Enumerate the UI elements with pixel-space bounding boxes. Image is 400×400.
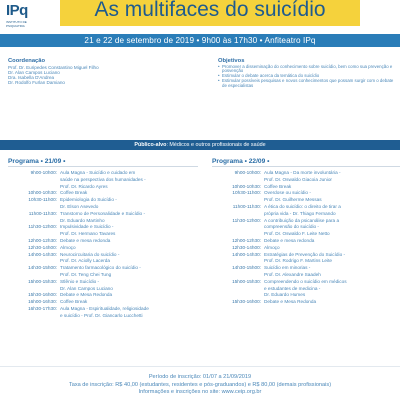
- schedule-time: [212, 231, 264, 238]
- schedule-time: [8, 286, 60, 293]
- schedule-time: [212, 292, 264, 299]
- schedule-row: [8, 231, 198, 238]
- schedule-description: Dr. Eduardo Humes: [264, 292, 306, 298]
- schedule-row: [8, 170, 198, 177]
- footer: [0, 366, 400, 400]
- schedule-row: [8, 238, 198, 245]
- schedule-row: [8, 197, 198, 204]
- schedule-row: [8, 218, 198, 225]
- schedule-time: 15h00-15h30:: [28, 278, 57, 284]
- schedule-description: Prof. Dr. Ricardo Ayres: [60, 183, 108, 189]
- target-audience-text: : Médicos e outros profissionais de saúde: [166, 142, 266, 148]
- schedule-time: 11h00-11h30:: [232, 203, 261, 209]
- schedule-description: Prof. Dr. Teng Chei Tung: [60, 271, 112, 277]
- objective-item: • Estimular o debate acerca da temática do suicídio: [218, 74, 394, 79]
- schedule-description: Aula Magna - Espiritualidade, religiosidade: [60, 305, 149, 311]
- schedule-list: [212, 170, 400, 306]
- schedule-row: [212, 204, 400, 211]
- schedule-time: 12h30-14h00:: [28, 244, 57, 250]
- schedule-description: A ética do suicídio: o direito de tirar a: [264, 203, 341, 209]
- schedule-row: [8, 265, 198, 272]
- schedule-row: [212, 238, 400, 245]
- schedule-list: [8, 170, 198, 320]
- schedule-description: Suicídio em minorias -: [264, 265, 311, 271]
- schedule-description: e estudantes de medicina -: [264, 285, 321, 291]
- schedule-description: Neurocircuitaria do suicídio -: [60, 251, 120, 257]
- schedule-description: saúde na perspectiva dos humanidades -: [60, 176, 146, 182]
- schedule-row: [212, 197, 400, 204]
- schedule-time: 11h30-12h00:: [232, 217, 261, 223]
- schedule-description: Prof. Dr. Oswaldo Giacoia Junior: [264, 176, 332, 182]
- title-banner: [60, 0, 360, 26]
- schedule-description: compreensão do suicídio -: [264, 224, 319, 230]
- schedule-time: [212, 272, 264, 279]
- schedule-row: [212, 218, 400, 225]
- coordinator-name: Dra. Isabella D'Andrea: [8, 74, 55, 80]
- schedule-time: [212, 211, 264, 218]
- schedule-row: [212, 286, 400, 293]
- schedule-row: [212, 252, 400, 259]
- info-section: [0, 54, 400, 138]
- date-bar: 21 e 22 de setembro de 2019 • 9h00 às 17h30 • Anfiteatro IPq: [0, 34, 400, 47]
- coordinator-name: Dr. Alan Campos Luciano: [8, 69, 60, 75]
- schedule-time: 15h30-16h00:: [232, 299, 261, 305]
- schedule-description: Compreendendo o suicídio em médicos: [264, 278, 347, 284]
- schedule-row: [212, 231, 400, 238]
- schedule-time: 16h30-17h30:: [28, 305, 57, 311]
- objective-item: • Promover a disseminação do conhecimento sobre suicídio, bem como sua prevenção e posvenção: [218, 65, 394, 75]
- schedule-row: [8, 211, 198, 218]
- coordination-block: [8, 58, 188, 85]
- schedule-description: Tratamento farmacológico do suicídio -: [60, 265, 141, 271]
- coordinator-name: Dr. Rodolfo Furlan Damiano: [8, 80, 65, 86]
- schedule-time: 11h00-11h30:: [28, 210, 57, 216]
- schedule-time: 10h30-11h00:: [232, 190, 261, 196]
- program-heading: Programa • 21/09 •: [8, 158, 198, 167]
- schedule-row: [212, 299, 400, 306]
- target-audience-label: Público-alvo: [134, 142, 167, 148]
- schedule-description: Debate e Mesa Redonda: [264, 299, 317, 305]
- schedule-description: Debate e mesa redonda: [60, 237, 111, 243]
- schedule-description: Overdose ou suicídio -: [264, 190, 311, 196]
- schedule-row: [8, 306, 198, 313]
- schedule-row: [212, 224, 400, 231]
- schedule-row: [8, 292, 198, 299]
- schedule-description: Dr. Eduardo Martinho: [60, 217, 105, 223]
- schedule-time: [212, 286, 264, 293]
- schedule-row: [212, 190, 400, 197]
- schedule-time: [212, 197, 264, 204]
- schedule-row: [212, 265, 400, 272]
- schedule-row: [8, 299, 198, 306]
- schedule-description: Debate e Mesa Redonda: [60, 292, 113, 298]
- schedule-time: [8, 204, 60, 211]
- coordination-heading: Coordenação: [8, 58, 46, 64]
- schedule-row: [212, 258, 400, 265]
- schedule-row: [212, 279, 400, 286]
- objectives-list: [218, 65, 394, 89]
- schedule-description: Prof. Dr. Hermano Tavares: [60, 231, 116, 237]
- schedule-time: 10h30-11h00:: [28, 197, 57, 203]
- schedule-time: [212, 224, 264, 231]
- schedule-row: [212, 184, 400, 191]
- schedule-time: 15h30-16h00:: [28, 292, 57, 298]
- schedule-time: 14h00-14h30:: [232, 251, 261, 257]
- registration-info: Informações e inscrições no site: www.ceip.org.br: [138, 389, 262, 396]
- schedule-time: 12h00-12h30:: [28, 237, 57, 243]
- schedule-row: [8, 313, 198, 320]
- schedule-time: [8, 258, 60, 265]
- registration-period: Período de inscrição: 01/07 a 21/09/2019: [148, 374, 252, 380]
- schedule-time: 14h30-15h00:: [232, 265, 261, 271]
- schedule-time: [8, 313, 60, 320]
- schedule-time: 11h30-12h00:: [28, 224, 57, 230]
- program-day-2: [212, 158, 400, 306]
- schedule-time: [8, 177, 60, 184]
- page-title: As multifaces do suicídio: [94, 0, 326, 21]
- schedule-time: [212, 258, 264, 265]
- schedule-row: [8, 190, 198, 197]
- schedule-time: 16h00-16h30:: [28, 299, 57, 305]
- schedule-description: Impulsividade e Suicídio -: [60, 224, 114, 230]
- objectives-block: [218, 58, 394, 88]
- schedule-row: [8, 252, 198, 259]
- objectives-heading: Objetivos: [218, 58, 245, 64]
- schedule-description: Prof. Dr. Alexandre Saadeh: [264, 271, 321, 277]
- program-heading: Programa • 22/09 •: [212, 158, 400, 167]
- schedule-description: Dr. Alan Campos Luciano: [60, 285, 113, 291]
- schedule-description: Prof. Dr. Rodrigo F. Martins Leite: [264, 258, 332, 264]
- logo-text: IPq: [6, 2, 28, 19]
- schedule-time: [8, 184, 60, 191]
- schedule-time: [8, 272, 60, 279]
- schedule-time: 10h00-10h30:: [232, 183, 261, 189]
- schedule-description: Epidemiologia do Suicídio -: [60, 197, 117, 203]
- schedule-row: [212, 292, 400, 299]
- schedule-row: [8, 204, 198, 211]
- schedule-description: Aula Magna - Suicídio e cuidado em: [60, 170, 136, 175]
- schedule-row: [8, 184, 198, 191]
- target-audience-bar: [0, 140, 400, 150]
- logo-subtitle: INSTITUTO DE PSIQUIATRIA: [6, 20, 27, 28]
- schedule-time: 9h00-10h00:: [234, 170, 261, 175]
- schedule-time: [8, 218, 60, 225]
- schedule-description: A contribuição da psicanálise para a: [264, 217, 340, 223]
- schedule-description: Prof. Dr. Guilherme Messas: [264, 197, 322, 203]
- schedule-description: Debate e mesa redonda: [264, 237, 315, 243]
- schedule-description: Almoço: [264, 244, 280, 250]
- schedule-row: [8, 272, 198, 279]
- coordinator-name: Prof. Dr. Euripedes Constantino Miguel Filho: [8, 64, 99, 70]
- registration-fee: Taxa de inscrição: R$ 40,00 (estudantes, residentes e pós-graduandos) e R$ 80,00 (demais profissionais): [68, 381, 332, 388]
- schedule-description: Transtorno de Personalidade e Suicídio -: [60, 210, 146, 216]
- objective-item: • Estimular possíveis pesquisas e novos conhecimentos que possam surgir com o debate de especialistas: [218, 79, 394, 89]
- schedule-time: 14h30-15h00:: [28, 265, 57, 271]
- schedule-row: [8, 224, 198, 231]
- schedule-row: [212, 170, 400, 177]
- schedule-description: Estratégias de Prevenção do Suicídio -: [264, 251, 346, 257]
- schedule-row: [8, 258, 198, 265]
- schedule-time: [212, 177, 264, 184]
- schedule-time: 9h00-10h00:: [30, 170, 57, 175]
- schedule-description: e suicídio - Prof. Dr. Giancarlo Lucchetti: [60, 312, 143, 318]
- schedule-description: Stlênio e Suicídio -: [60, 278, 100, 284]
- schedule-row: [212, 272, 400, 279]
- schedule-description: própria vida - Dr. Thiago Fernando: [264, 210, 336, 216]
- schedule-row: [212, 245, 400, 252]
- schedule-row: [8, 177, 198, 184]
- schedule-description: Coffee Break: [60, 190, 88, 196]
- schedule-time: 12h30-14h00:: [232, 244, 261, 250]
- header: [0, 0, 400, 34]
- schedule-description: Prof. Dr. Aciolly Lacerda: [60, 258, 111, 264]
- schedule-description: Coffee Break: [60, 299, 88, 305]
- schedule-time: 15h00-15h30:: [232, 278, 261, 284]
- schedule-time: 10h00-10h30:: [28, 190, 57, 196]
- schedule-time: [8, 231, 60, 238]
- schedule-row: [8, 286, 198, 293]
- ipq-logo: [6, 2, 42, 32]
- schedule-description: Dr. Elson Asevedo: [60, 203, 99, 209]
- schedule-row: [8, 279, 198, 286]
- schedule-time: 12h00-12h30:: [232, 237, 261, 243]
- schedule-description: Prof. Dr. Oswaldo F. Leite Netto: [264, 231, 330, 237]
- schedule-time: 14h00-14h30:: [28, 251, 57, 257]
- program-day-1: [8, 158, 198, 320]
- schedule-description: Aula Magna - Da morte involuntária -: [264, 170, 341, 175]
- schedule-row: [212, 177, 400, 184]
- schedule-row: [212, 211, 400, 218]
- schedule-row: [8, 245, 198, 252]
- schedule-description: Coffee Break: [264, 183, 292, 189]
- schedule-description: Almoço: [60, 244, 76, 250]
